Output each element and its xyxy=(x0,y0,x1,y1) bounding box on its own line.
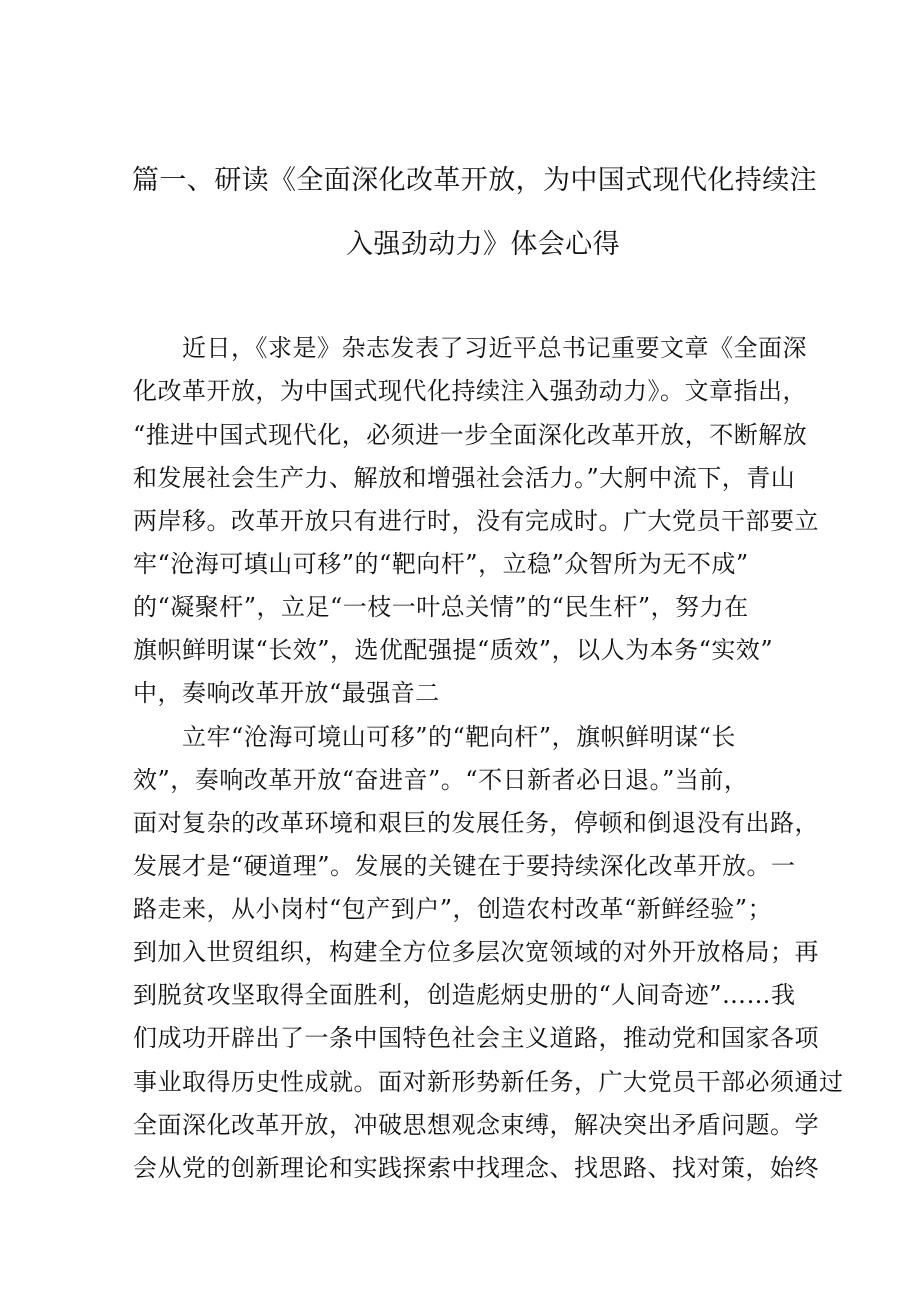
body-line-5: 两岸移。改革开放只有进行时，没有完成时。广大党员干部要立 xyxy=(133,507,819,535)
document-title-line-2: 入强劲动力》体会心得 xyxy=(346,229,620,260)
body-line-4: 和发展社会生产力、解放和增强社会活力。”大舸中流下，青山 xyxy=(133,464,796,492)
body-line-14: 路走来，从小岗村“包产到户”，创造农村改革“新鲜经验”； xyxy=(133,895,773,923)
body-line-3: “推进中国式现代化，必须进一步全面深化改革开放，不断解放 xyxy=(133,421,808,449)
body-line-1: 近日，《求是》杂志发表了习近平总书记重要文章《全面深 xyxy=(182,334,807,362)
body-line-6: 牢“沧海可填山可移”的“靶向杆”，立稳”众智所为无不成” xyxy=(133,550,749,578)
document-title-line-1: 篇一、研读《全面深化改革开放，为中国式现代化持续注 xyxy=(132,165,817,196)
body-line-2: 化改革开放，为中国式现代化持续注入强劲动力》。文章指出， xyxy=(133,377,807,405)
body-line-13: 发展才是“硬道理”。发展的关键在于要持续深化改革开放。一 xyxy=(133,852,796,880)
body-line-18: 事业取得历史性成就。面对新形势新任务，广大党员干部必须通过 xyxy=(133,1068,844,1096)
body-line-11: 效”，奏响改革开放“奋进音”。“不日新者必日退。”当前， xyxy=(133,766,749,794)
body-line-12: 面对复杂的改革环境和艰巨的发展任务，停顿和倒退没有出路， xyxy=(133,809,819,837)
body-line-15: 到加入世贸组织，构建全方位多层次宽领域的对外开放格局；再 xyxy=(133,938,819,966)
body-line-17: 们成功开辟出了一条中国特色社会主义道路，推动党和国家各项 xyxy=(133,1024,819,1052)
body-line-8: 旗帜鲜明谋“长效”，选优配强提“质效”，以人为本务“实效” xyxy=(133,636,774,664)
body-line-19: 全面深化改革开放，冲破思想观念束缚，解决突出矛盾问题。学 xyxy=(133,1111,819,1139)
body-line-9: 中，奏响改革开放“最强音二 xyxy=(133,679,440,707)
body-line-10: 立牢“沧海可境山可移”的“靶向杆”，旗帜鲜明谋“长 xyxy=(182,723,736,751)
body-line-20: 会从党的创新理论和实践探索中找理念、找思路、找对策，始终 xyxy=(133,1154,819,1182)
body-line-16: 到脱贫攻坚取得全面胜利，创造彪炳史册的“人间奇迹”……我 xyxy=(133,981,796,1009)
body-line-7: 的“凝聚杆”，立足“一枝一叶总关情”的“民生杆”，努力在 xyxy=(133,593,749,621)
